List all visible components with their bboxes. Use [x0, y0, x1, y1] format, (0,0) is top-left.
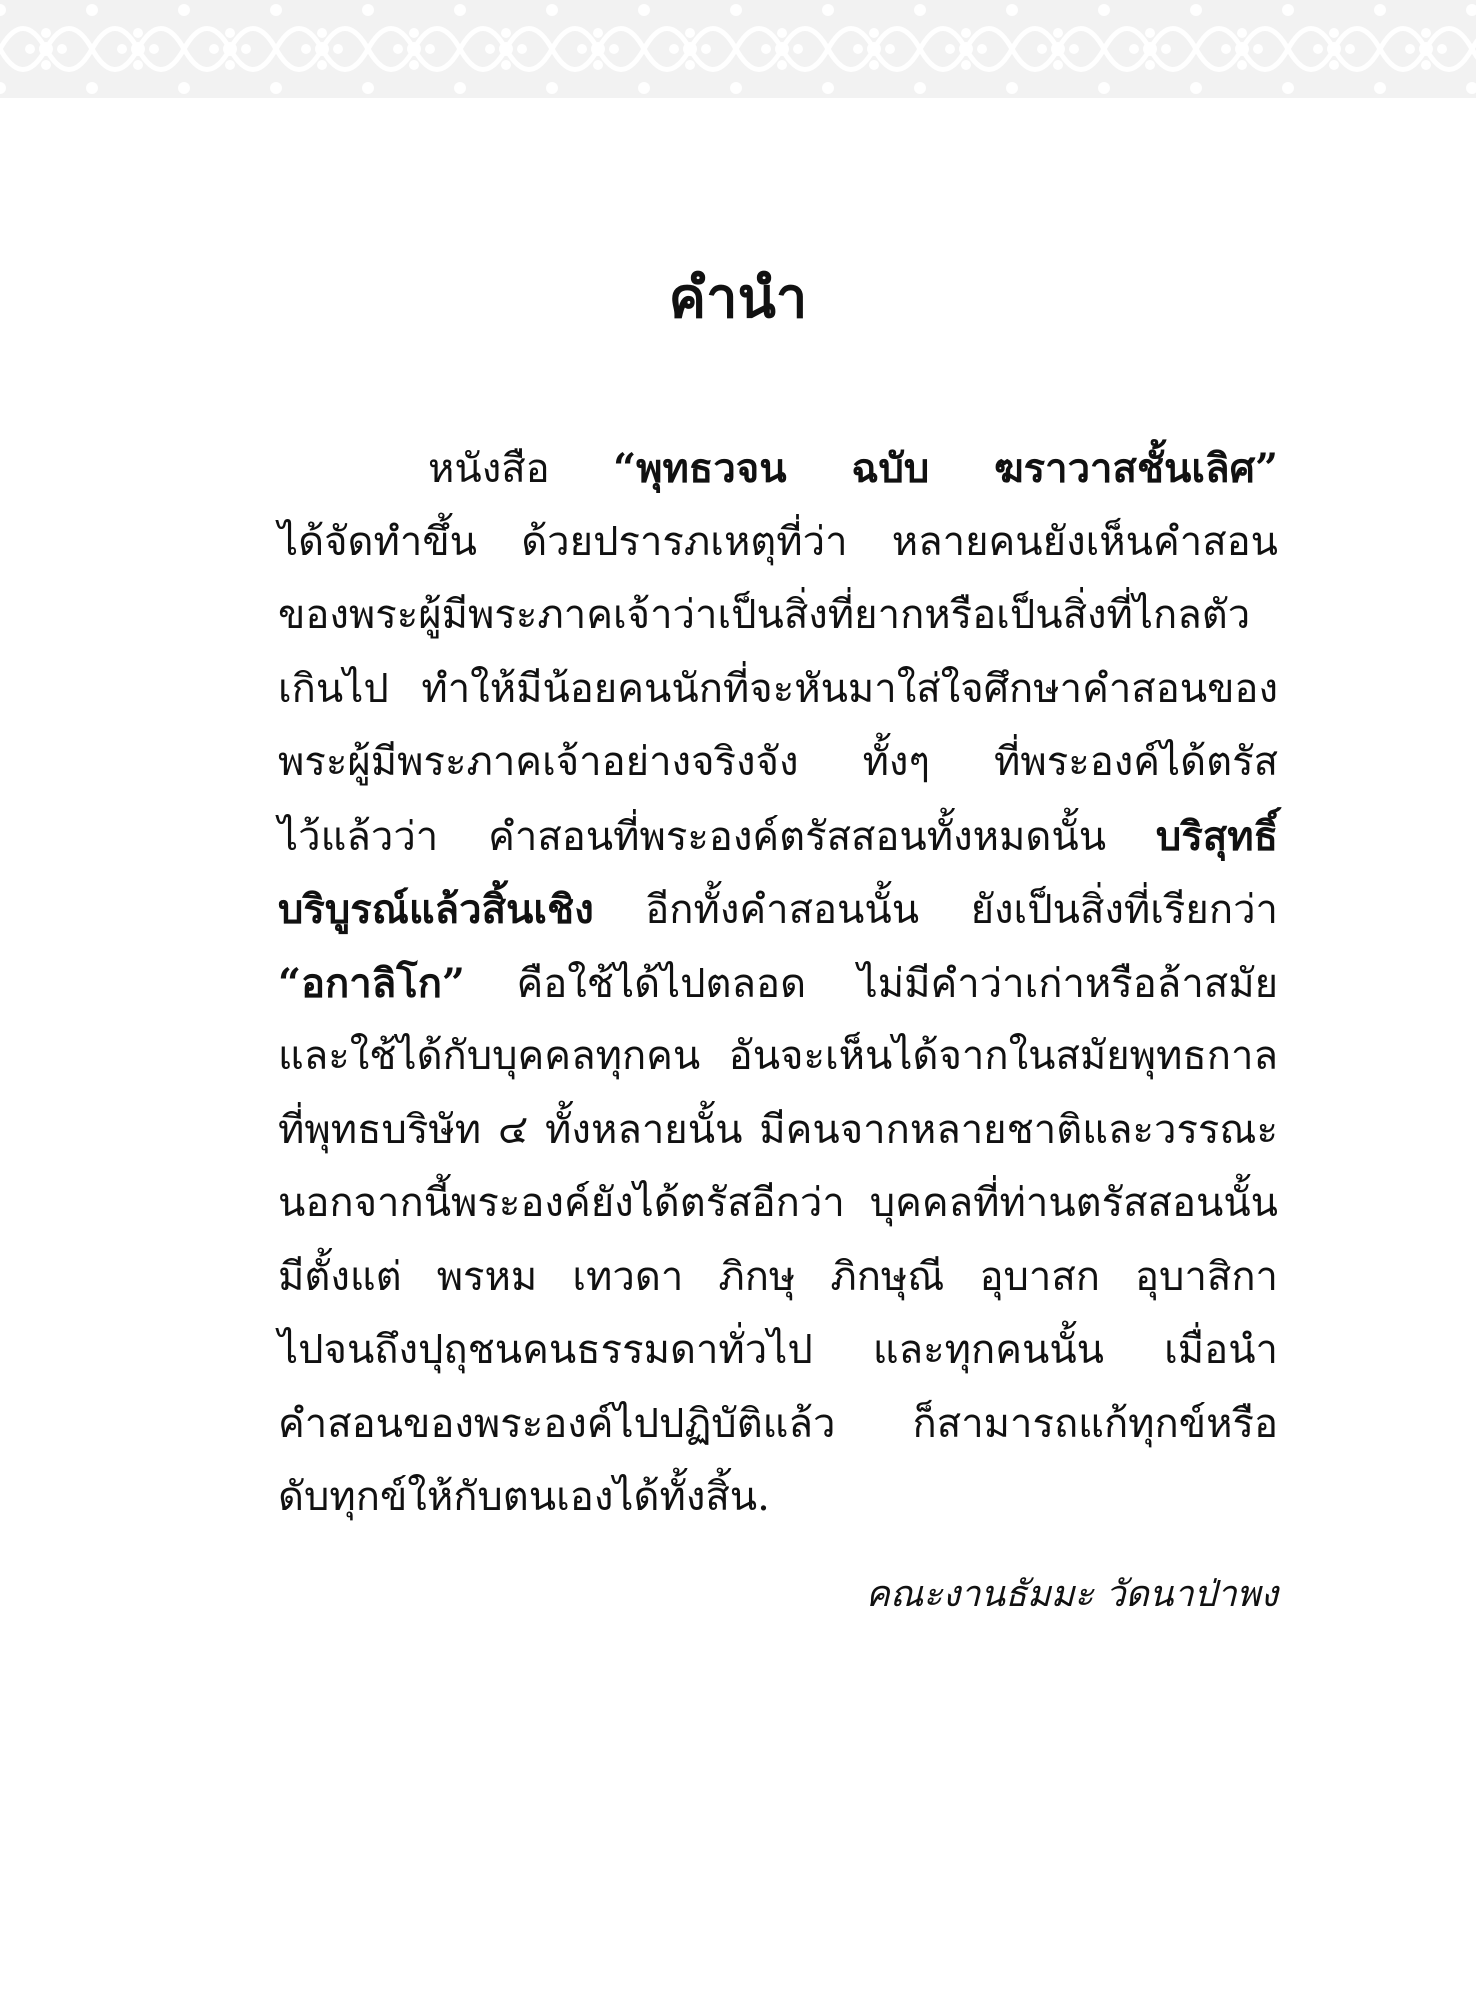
line-text: คำสอนของพระองค์ไปปฏิบัติแล้ว ก็สามารถแก้ทุกข์หรือ: [278, 1400, 1278, 1447]
paragraph-line: [278, 800, 1278, 874]
emphasized-text: บริสุทธิ์: [1155, 812, 1278, 860]
paragraph-line: [278, 1094, 1278, 1168]
line-text: ที่พุทธบริษัท ๔ ทั้งหลายนั้น มีคนจากหลายชาติและวรรณะ: [278, 1106, 1278, 1153]
emphasized-text: “พุทธวจน ฉบับ ฆราวาสชั้นเลิศ”: [613, 445, 1278, 492]
line-text: ไปจนถึงปุถุชนคนธรรมดาทั่วไป และทุกคนนั้น เมื่อนำ: [278, 1327, 1278, 1373]
line-text: และใช้ได้กับบุคคลทุกคน อันจะเห็นได้จากในสมัยพุทธกาล: [278, 1033, 1278, 1079]
line-text: ได้จัดทำขึ้น ด้วยปรารภเหตุที่ว่า หลายคนยังเห็นคำสอน: [278, 518, 1278, 565]
line-text: หนังสือ: [428, 446, 614, 492]
paragraph-line: [278, 873, 1278, 947]
line-text: มีตั้งแต่ พรหม เทวดา ภิกษุ ภิกษุณี อุบาสก อุบาสิกา: [278, 1253, 1278, 1300]
line-text: นอกจากนี้พระองค์ยังได้ตรัสอีกว่า บุคคลที่ท่านตรัสสอนนั้น: [278, 1180, 1278, 1226]
line-text: ของพระผู้มีพระภาคเจ้าว่าเป็นสิ่งที่ยากหรือเป็นสิ่งที่ไกลตัว: [278, 592, 1251, 638]
paragraph-line: [278, 1241, 1278, 1315]
line-text: พระผู้มีพระภาคเจ้าอย่างจริงจัง ทั้งๆ ที่พระองค์ได้ตรัส: [278, 739, 1278, 785]
paragraph-line: [278, 1461, 1278, 1535]
line-text: คือใช้ได้ไปตลอด ไม่มีคำว่าเก่าหรือล้าสมัย: [464, 960, 1278, 1007]
paragraph-line: [278, 432, 1278, 506]
signature: คณะงานธัมมะ วัดนาป่าพง: [865, 1574, 1278, 1615]
line-text: เกินไป ทำให้มีน้อยคนนักที่จะหันมาใส่ใจศึกษาคำสอนของ: [278, 665, 1278, 712]
paragraph-line: [278, 1167, 1278, 1241]
paragraph-line: [278, 947, 1278, 1021]
header-pattern-band: [0, 0, 1476, 98]
paragraph-line: [278, 653, 1278, 727]
paragraph-line: [278, 579, 1278, 653]
paragraph-line: [278, 1314, 1278, 1388]
emphasized-text: บริบูรณ์แล้วสิ้นเชิง: [278, 886, 594, 933]
line-text: ดับทุกข์ให้กับตนเองได้ทั้งสิ้น.: [278, 1474, 770, 1520]
floral-pattern-icon: [0, 0, 1476, 98]
foreword-paragraph: [278, 432, 1278, 1535]
paragraph-line: [278, 506, 1278, 580]
paragraph-line: [278, 1388, 1278, 1462]
line-text: อีกทั้งคำสอนนั้น ยังเป็นสิ่งที่เรียกว่า: [593, 887, 1278, 933]
emphasized-text: “อกาลิโก”: [278, 959, 465, 1007]
paragraph-line: [278, 1020, 1278, 1094]
paragraph-line: [278, 726, 1278, 800]
line-text: ไว้แล้วว่า คำสอนที่พระองค์ตรัสสอนทั้งหมดนั้น: [278, 813, 1156, 860]
page-title: คำนำ: [668, 265, 808, 331]
